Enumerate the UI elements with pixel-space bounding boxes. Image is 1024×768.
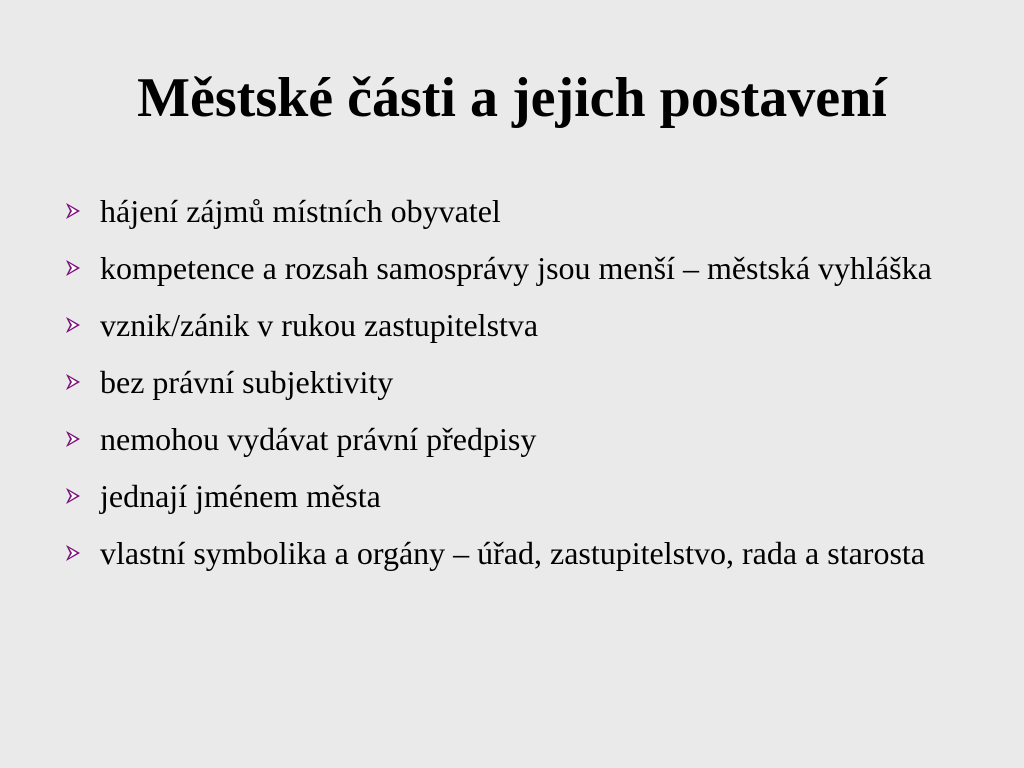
bullet-text: kompetence a rozsah samosprávy jsou menší – městská vyhláška bbox=[100, 250, 932, 286]
bullet-item bbox=[62, 418, 962, 461]
bullet-item bbox=[62, 475, 962, 518]
bullet-text: vlastní symbolika a orgány – úřad, zastupitelstvo, rada a starosta bbox=[100, 535, 925, 571]
arrow-bullet-icon bbox=[64, 372, 82, 392]
arrow-bullet-icon bbox=[64, 429, 82, 449]
bullet-text: jednají jménem města bbox=[100, 478, 381, 514]
arrow-bullet-icon bbox=[64, 315, 82, 335]
arrow-bullet-icon bbox=[64, 543, 82, 563]
slide-title: Městské části a jejich postavení bbox=[137, 67, 887, 129]
bullet-item bbox=[62, 304, 962, 347]
bullet-text: hájení zájmů místních obyvatel bbox=[100, 193, 501, 229]
bullet-list bbox=[62, 190, 962, 589]
arrow-bullet-icon bbox=[64, 201, 82, 221]
bullet-text: bez právní subjektivity bbox=[100, 364, 394, 400]
bullet-item bbox=[62, 361, 962, 404]
arrow-bullet-icon bbox=[64, 486, 82, 506]
bullet-item bbox=[62, 190, 962, 233]
bullet-item bbox=[62, 532, 962, 575]
bullet-item bbox=[62, 247, 962, 290]
arrow-bullet-icon bbox=[64, 258, 82, 278]
bullet-text: vznik/zánik v rukou zastupitelstva bbox=[100, 307, 539, 343]
bullet-text: nemohou vydávat právní předpisy bbox=[100, 421, 537, 457]
